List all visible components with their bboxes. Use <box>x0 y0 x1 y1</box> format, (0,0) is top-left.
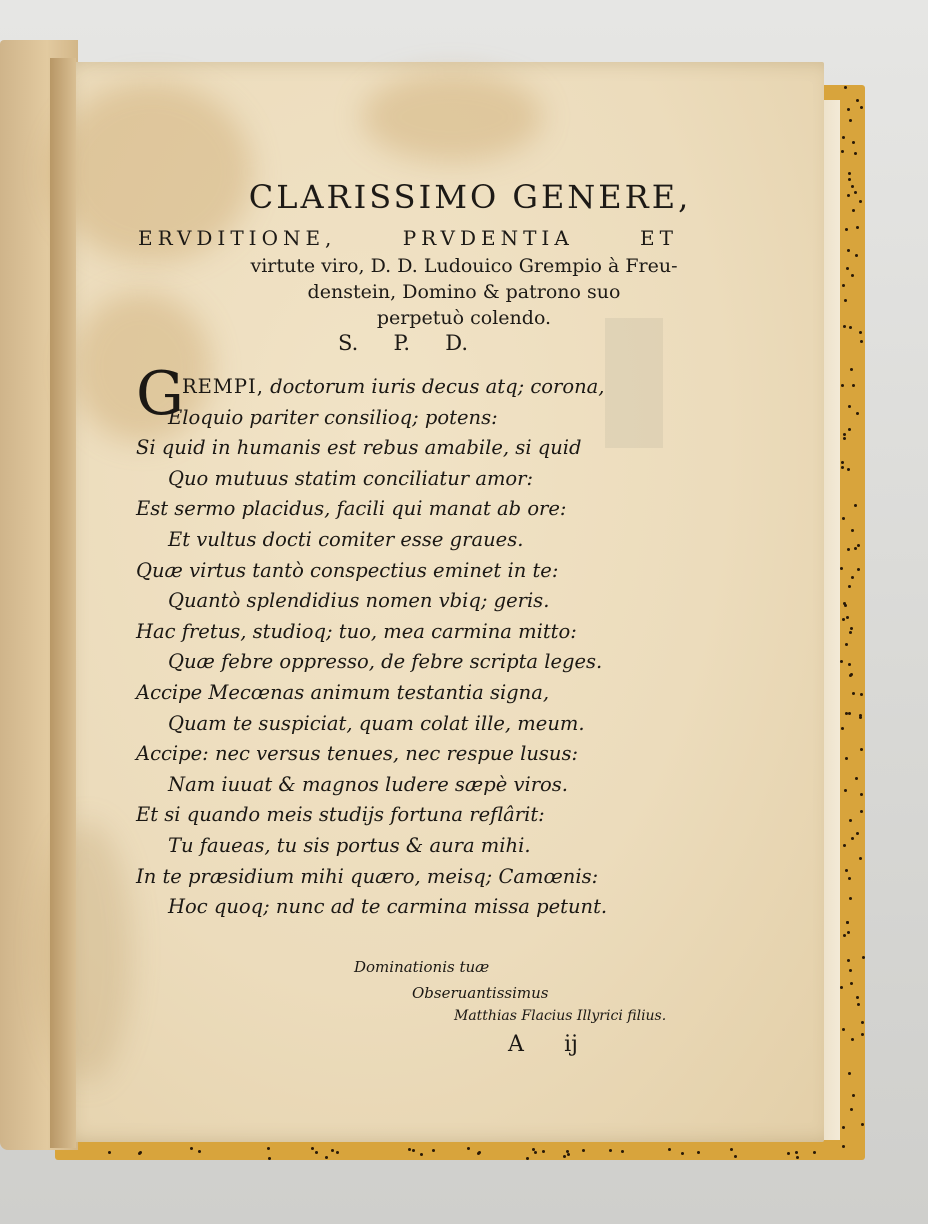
cover-speck <box>477 1152 480 1155</box>
signature-mark <box>508 1032 578 1057</box>
cover-speck <box>849 819 852 822</box>
first-line-rest: doctorum iuris decus atq; corona, <box>263 375 605 398</box>
cover-speck <box>609 1149 612 1152</box>
cover-speck <box>860 748 863 751</box>
cover-speck <box>730 1148 733 1151</box>
cover-speck <box>848 405 851 408</box>
poem-line: Nam iuuat & magnos ludere sæpè viros. <box>168 772 569 796</box>
cover-speck <box>336 1151 339 1154</box>
cover-speck <box>567 1153 570 1156</box>
cover-speck <box>848 585 851 588</box>
cover-speck <box>845 757 848 760</box>
cover-speck <box>860 106 863 109</box>
poem-line: Eloquio pariter consilioq; potens: <box>168 405 498 429</box>
cover-speck <box>854 547 857 550</box>
cover-speck <box>432 1149 435 1152</box>
signature-line-2: Obseruantissimus <box>412 984 549 1002</box>
poem-line <box>136 372 656 403</box>
cover-speck <box>796 1156 799 1159</box>
cover-speck <box>847 931 850 934</box>
cover-speck <box>852 384 855 387</box>
poem <box>136 372 656 923</box>
cover-speck <box>681 1152 684 1155</box>
cover-speck <box>842 1126 845 1129</box>
cover-speck <box>842 1145 845 1148</box>
cover-speck <box>851 529 854 532</box>
cover-speck <box>861 1033 864 1036</box>
cover-speck <box>860 810 863 813</box>
cover-speck <box>851 837 854 840</box>
cover-speck <box>734 1155 737 1158</box>
cover-speck <box>843 437 846 440</box>
heading-line-3: virtute viro, D. D. Ludouico Grempio à Freu- <box>250 255 678 277</box>
cover-speck <box>841 384 844 387</box>
cover-speck <box>408 1148 411 1151</box>
cover-speck <box>846 616 849 619</box>
cover-speck <box>331 1149 334 1152</box>
cover-speck <box>855 777 858 780</box>
cover-speck <box>849 897 852 900</box>
cover-speck <box>843 844 846 847</box>
cover-speck <box>108 1151 111 1154</box>
cover-speck <box>526 1157 529 1160</box>
cover-speck <box>795 1151 798 1154</box>
poem-line: Quæ febre oppresso, de febre scripta leges. <box>168 650 603 674</box>
salutation-p: P. <box>393 331 411 355</box>
cover-speck <box>845 712 848 715</box>
poem-line: Tu faueas, tu sis portus & aura mihi. <box>168 833 531 857</box>
cover-speck <box>847 468 850 471</box>
heading-line-5: perpetuò colendo. <box>376 307 552 329</box>
cover-speck <box>851 1038 854 1041</box>
cover-speck <box>862 956 865 959</box>
poem-line: Quantò splendidius nomen vbiq; geris. <box>168 589 550 613</box>
cover-speck <box>198 1150 201 1153</box>
cover-speck <box>861 1123 864 1126</box>
drop-cap: G <box>136 359 184 429</box>
cover-speck <box>856 99 859 102</box>
cover-speck <box>850 673 853 676</box>
cover-speck <box>850 627 853 630</box>
cover-speck <box>311 1147 314 1150</box>
cover-speck <box>841 461 844 464</box>
cover-speck <box>841 727 844 730</box>
poem-line: In te præsidium mihi quæro, meisq; Camœnis: <box>136 864 599 888</box>
cover-speck <box>412 1149 415 1152</box>
cover-speck <box>860 693 863 696</box>
cover-speck <box>851 576 854 579</box>
cover-speck <box>847 959 850 962</box>
poem-line: Quam te suspiciat, quam colat ille, meum. <box>168 711 585 735</box>
cover-speck <box>844 789 847 792</box>
cover-speck <box>813 1151 816 1154</box>
cover-speck <box>859 714 862 717</box>
cover-speck <box>861 1021 864 1024</box>
cover-speck <box>542 1150 545 1153</box>
cover-speck <box>850 368 853 371</box>
heading-line-1: CLARISSIMO GENERE, <box>248 178 692 216</box>
cover-speck <box>420 1153 423 1156</box>
cover-speck <box>267 1147 270 1150</box>
heading-line-2: ERVDITIONE, PRVDENTIA ET <box>138 226 678 250</box>
poem-line: Quo mutuus statim conciliatur amor: <box>168 466 534 490</box>
cover-speck <box>268 1157 271 1160</box>
cover-speck <box>668 1148 671 1151</box>
cover-speck <box>860 340 863 343</box>
poem-line: Si quid in humanis est rebus amabile, si quid <box>136 436 582 460</box>
cover-speck <box>138 1152 141 1155</box>
cover-speck <box>848 712 851 715</box>
cover-speck <box>843 934 846 937</box>
signature-mark-letter: A <box>508 1032 524 1057</box>
cover-speck <box>859 857 862 860</box>
cover-speck <box>847 108 850 111</box>
cover-speck <box>848 663 851 666</box>
cover-speck <box>857 568 860 571</box>
cover-speck <box>854 504 857 507</box>
cover-speck <box>860 793 863 796</box>
poem-line: Et si quando meis studijs fortuna reflârit: <box>136 803 545 827</box>
cover-speck <box>845 228 848 231</box>
cover-speck <box>856 832 859 835</box>
signature-mark-number: ij <box>564 1032 578 1057</box>
cover-speck <box>840 660 843 663</box>
poem-line: Est sermo placidus, facili qui manat ab ore: <box>136 497 567 521</box>
cover-speck <box>849 969 852 972</box>
cover-speck <box>845 869 848 872</box>
cover-speck <box>190 1147 193 1150</box>
cover-speck <box>841 150 844 153</box>
cover-speck <box>857 1003 860 1006</box>
cover-speck <box>848 877 851 880</box>
poem-line: Accipe Mecœnas animum testantia signa, <box>136 680 550 704</box>
salutation-d: D. <box>445 331 468 355</box>
cover-speck <box>467 1147 470 1150</box>
cover-speck <box>850 982 853 985</box>
cover-speck <box>847 249 850 252</box>
cover-speck <box>848 1072 851 1075</box>
cover-speck <box>854 152 857 155</box>
cover-speck <box>697 1151 700 1154</box>
heading-line-4: denstein, Domino & patrono suo <box>307 281 621 303</box>
poem-line: Hoc quoq; nunc ad te carmina missa petunt. <box>168 895 608 919</box>
signature-line-3: Matthias Flacius Illyrici filius. <box>454 1008 667 1024</box>
poem-line: Quæ virtus tantò conspectius eminet in te: <box>136 558 559 582</box>
cover-speck <box>852 141 855 144</box>
cover-speck <box>621 1150 624 1153</box>
cover-speck <box>843 433 846 436</box>
cover-speck <box>842 517 845 520</box>
cover-speck <box>849 119 852 122</box>
salutation-s: S. <box>338 331 359 355</box>
cover-speck <box>857 544 860 547</box>
cover-speck <box>563 1155 566 1158</box>
cover-speck <box>325 1156 328 1159</box>
cover-speck <box>859 331 862 334</box>
cover-speck <box>840 567 843 570</box>
cover-speck <box>850 1108 853 1111</box>
cover-speck <box>846 921 849 924</box>
cover-speck <box>856 226 859 229</box>
cover-speck <box>848 172 851 175</box>
cover-speck <box>856 996 859 999</box>
cover-speck <box>787 1152 790 1155</box>
cover-speck <box>534 1151 537 1154</box>
poem-line: Hac fretus, studioq; tuo, mea carmina mitto: <box>136 619 577 643</box>
signature-line-1: Dominationis tuæ <box>354 958 490 976</box>
salutation <box>338 331 468 355</box>
cover-speck <box>841 466 844 469</box>
cover-speck <box>842 618 845 621</box>
poem-line: Et vultus docti comiter esse graues. <box>168 527 524 551</box>
cover-speck <box>842 136 845 139</box>
cover-speck <box>844 86 847 89</box>
cover-speck <box>852 1094 855 1097</box>
page-gutter <box>50 58 76 1148</box>
cover-speck <box>849 631 852 634</box>
cover-speck <box>845 643 848 646</box>
cover-speck <box>847 548 850 551</box>
poem-line: Accipe: nec versus tenues, nec respue lusus: <box>136 742 579 766</box>
cover-speck <box>842 1028 845 1031</box>
cover-speck <box>856 412 859 415</box>
cover-speck <box>840 986 843 989</box>
cover-speck <box>582 1149 585 1152</box>
cover-speck <box>848 428 851 431</box>
cover-speck <box>852 692 855 695</box>
cover-speck <box>315 1151 318 1154</box>
first-word: REMPI, <box>182 375 264 398</box>
